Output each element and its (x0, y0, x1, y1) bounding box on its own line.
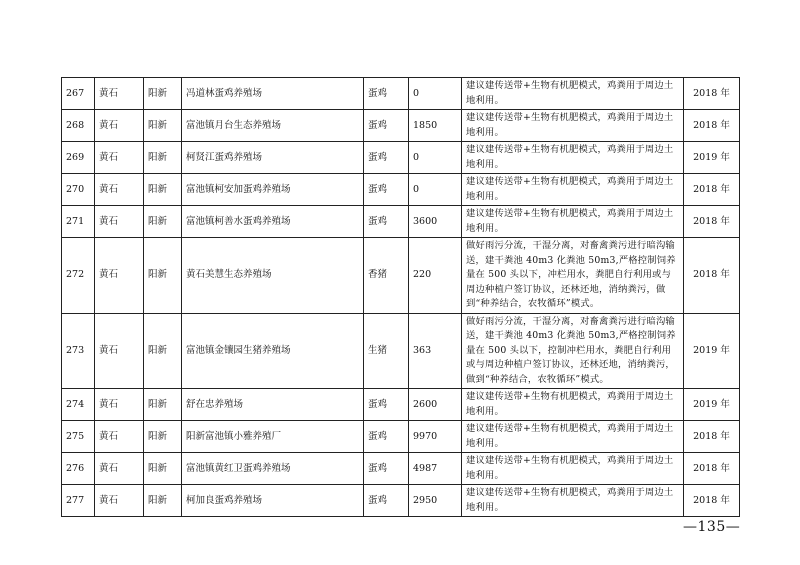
row-head-count: 0 (409, 78, 462, 110)
row-livestock-type: 蛋鸡 (364, 78, 409, 110)
row-number: 275 (62, 421, 95, 453)
row-year: 2019 年 (684, 313, 740, 389)
table-row (62, 485, 740, 517)
row-county: 阳新 (144, 78, 182, 110)
page-number: —135— (683, 519, 741, 535)
row-livestock-type: 蛋鸡 (364, 485, 409, 517)
table-row (62, 206, 740, 238)
row-farm-name: 阳新富池镇小雅养殖厂 (182, 421, 364, 453)
row-head-count: 1850 (409, 110, 462, 142)
row-city: 黄石 (95, 313, 144, 389)
table-row (62, 453, 740, 485)
row-number: 273 (62, 313, 95, 389)
row-farm-name: 柯贤江蛋鸡养殖场 (182, 142, 364, 174)
row-number: 271 (62, 206, 95, 238)
row-head-count: 9970 (409, 421, 462, 453)
row-county: 阳新 (144, 174, 182, 206)
row-measure: 建议建传送带+生物有机肥模式，鸡粪用于周边土地利用。 (462, 78, 684, 110)
table-row (62, 174, 740, 206)
farm-table-body (62, 78, 740, 517)
row-measure: 建议建传送带+生物有机肥模式，鸡粪用于周边土地利用。 (462, 110, 684, 142)
row-head-count: 3600 (409, 206, 462, 238)
row-livestock-type: 蛋鸡 (364, 110, 409, 142)
table-row (62, 110, 740, 142)
row-livestock-type: 蛋鸡 (364, 389, 409, 421)
row-year: 2018 年 (684, 238, 740, 314)
farm-table (61, 77, 740, 517)
row-head-count: 0 (409, 174, 462, 206)
row-city: 黄石 (95, 174, 144, 206)
row-year: 2018 年 (684, 485, 740, 517)
row-city: 黄石 (95, 453, 144, 485)
row-city: 黄石 (95, 78, 144, 110)
row-year: 2018 年 (684, 421, 740, 453)
row-number: 268 (62, 110, 95, 142)
row-number: 274 (62, 389, 95, 421)
row-city: 黄石 (95, 485, 144, 517)
row-farm-name: 冯道林蛋鸡养殖场 (182, 78, 364, 110)
row-head-count: 0 (409, 142, 462, 174)
row-measure: 建议建传送带+生物有机肥模式，鸡粪用于周边土地利用。 (462, 174, 684, 206)
row-county: 阳新 (144, 238, 182, 314)
table-row (62, 389, 740, 421)
row-county: 阳新 (144, 142, 182, 174)
row-head-count: 2600 (409, 389, 462, 421)
row-number: 276 (62, 453, 95, 485)
row-county: 阳新 (144, 485, 182, 517)
row-number: 270 (62, 174, 95, 206)
row-measure: 建议建传送带+生物有机肥模式，鸡粪用于周边土地利用。 (462, 206, 684, 238)
row-year: 2018 年 (684, 78, 740, 110)
row-measure: 建议建传送带+生物有机肥模式，鸡粪用于周边土地利用。 (462, 142, 684, 174)
row-year: 2018 年 (684, 174, 740, 206)
row-city: 黄石 (95, 238, 144, 314)
row-year: 2018 年 (684, 206, 740, 238)
row-year: 2019 年 (684, 142, 740, 174)
row-city: 黄石 (95, 389, 144, 421)
row-measure: 建议建传送带+生物有机肥模式，鸡粪用于周边土地利用。 (462, 421, 684, 453)
row-farm-name: 黄石美慧生态养殖场 (182, 238, 364, 314)
row-livestock-type: 蛋鸡 (364, 174, 409, 206)
row-farm-name: 富池镇柯善水蛋鸡养殖场 (182, 206, 364, 238)
row-livestock-type: 蛋鸡 (364, 453, 409, 485)
row-livestock-type: 蛋鸡 (364, 206, 409, 238)
table-row (62, 78, 740, 110)
row-year: 2018 年 (684, 110, 740, 142)
row-livestock-type: 蛋鸡 (364, 421, 409, 453)
row-farm-name: 富池镇月台生态养殖场 (182, 110, 364, 142)
row-county: 阳新 (144, 453, 182, 485)
row-county: 阳新 (144, 313, 182, 389)
row-head-count: 2950 (409, 485, 462, 517)
row-number: 272 (62, 238, 95, 314)
row-county: 阳新 (144, 206, 182, 238)
row-measure: 建议建传送带+生物有机肥模式，鸡粪用于周边土地利用。 (462, 453, 684, 485)
row-year: 2018 年 (684, 453, 740, 485)
row-livestock-type: 生猪 (364, 313, 409, 389)
table-row (62, 238, 740, 314)
row-farm-name: 富池镇黄红卫蛋鸡养殖场 (182, 453, 364, 485)
row-county: 阳新 (144, 389, 182, 421)
row-head-count: 220 (409, 238, 462, 314)
row-number: 277 (62, 485, 95, 517)
row-farm-name: 柯加良蛋鸡养殖场 (182, 485, 364, 517)
row-number: 269 (62, 142, 95, 174)
row-head-count: 4987 (409, 453, 462, 485)
row-city: 黄石 (95, 206, 144, 238)
row-measure: 做好雨污分流，干湿分离，对畜禽粪污进行暗沟输送，建干粪池 40m3 化粪池 50m3,严格控制饲养量在 500 头以下，冲栏用水，粪肥自行利用或与周边种植户签订协议，还林还地，消纳粪污，做到“种养结合，农牧循环”模式。 (462, 238, 684, 314)
row-number: 267 (62, 78, 95, 110)
row-measure: 建议建传送带+生物有机肥模式，鸡粪用于周边土地利用。 (462, 485, 684, 517)
row-livestock-type: 香猪 (364, 238, 409, 314)
row-county: 阳新 (144, 110, 182, 142)
table-row (62, 142, 740, 174)
row-city: 黄石 (95, 142, 144, 174)
row-farm-name: 舒在忠养殖场 (182, 389, 364, 421)
table-row (62, 313, 740, 389)
row-livestock-type: 蛋鸡 (364, 142, 409, 174)
table-row (62, 421, 740, 453)
row-city: 黄石 (95, 110, 144, 142)
row-farm-name: 富池镇柯安加蛋鸡养殖场 (182, 174, 364, 206)
row-measure: 做好雨污分流，干湿分离，对畜禽粪污进行暗沟输送，建干粪池 40m3 化粪池 50m3,严格控制饲养量在 500 头以下，控制冲栏用水，粪肥自行利用或与周边种植户签订协议，还林还地，消纳粪污，做到“种养结合，农牧循环”模式。 (462, 313, 684, 389)
row-measure: 建议建传送带+生物有机肥模式，鸡粪用于周边土地利用。 (462, 389, 684, 421)
row-city: 黄石 (95, 421, 144, 453)
row-county: 阳新 (144, 421, 182, 453)
row-head-count: 363 (409, 313, 462, 389)
row-farm-name: 富池镇金镶园生猪养殖场 (182, 313, 364, 389)
row-year: 2019 年 (684, 389, 740, 421)
